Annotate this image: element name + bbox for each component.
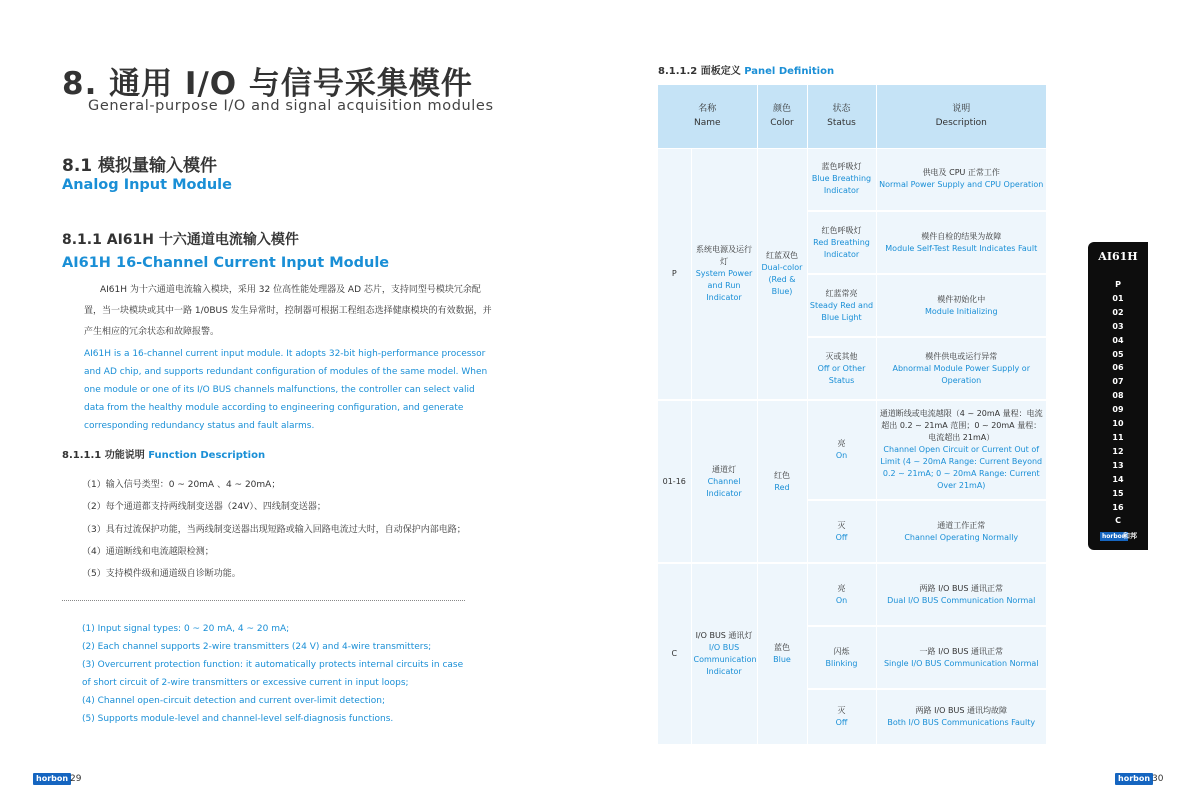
- side-tab-item: 05: [1112, 349, 1124, 359]
- description-cell: 模件自检的结果为故障 Module Self-Test Result Indicates Fault: [876, 211, 1046, 274]
- side-tab-item: 06: [1112, 363, 1124, 373]
- description-cell: 通道工作正常 Channel Operating Normally: [876, 500, 1046, 563]
- side-tab-item: 09: [1112, 405, 1124, 415]
- side-tab-item: C: [1115, 516, 1121, 526]
- indicator-id-cell: 01-16: [658, 400, 691, 563]
- side-tab-brand: 和邦: [1123, 532, 1137, 540]
- description-cell: 供电及 CPU 正常工作 Normal Power Supply and CPU Operation: [876, 148, 1046, 211]
- description-cell: 模件供电或运行异常 Abnormal Module Power Supply or Operation: [876, 337, 1046, 400]
- table-row: [658, 400, 1046, 500]
- indicator-id-cell: C: [658, 563, 691, 745]
- header-status: [807, 85, 876, 148]
- side-tab-item: 14: [1112, 474, 1124, 484]
- side-tab-item: 03: [1112, 321, 1124, 331]
- side-tab-item: 11: [1112, 432, 1124, 442]
- side-tab-item: 13: [1112, 460, 1124, 470]
- indicator-id-cell: P: [658, 148, 691, 400]
- side-tab-item: P: [1115, 280, 1121, 289]
- chapter-subtitle: General-purpose I/O and signal acquisition modules: [88, 98, 494, 114]
- function-item-en: (4) Channel open-circuit detection and current over-limit detection;: [82, 696, 386, 706]
- status-cell: 红色呼吸灯 Red Breathing Indicator: [807, 211, 876, 274]
- page-number-right: 30: [1152, 774, 1164, 784]
- function-description-heading-en: Function Description: [148, 450, 266, 461]
- function-item-en: (3) Overcurrent protection function: it automatically protects internal circuits in case of short circuit of 2-wire transmitters or excessive current in input loops;: [82, 660, 464, 688]
- function-item-cn: （1）输入信号类型：0 ~ 20mA 、4 ~ 20mA；: [82, 480, 281, 490]
- page-number-left: 29: [70, 774, 82, 784]
- side-tab-indicator-list: [1088, 278, 1148, 528]
- indicator-name-cell: 通道灯 Channel Indicator: [691, 400, 757, 563]
- panel-definition-table: [658, 85, 1046, 746]
- header-description-en: Description: [935, 118, 987, 129]
- side-tab-item: 12: [1112, 446, 1124, 456]
- function-item-cn: （3）具有过流保护功能，当两线制变送器出现短路或输入回路电流过大时，自动保护内部电路；: [82, 524, 466, 535]
- footer-logo-right: horbon: [1115, 773, 1153, 785]
- status-cell: 灭或其他 Off or Other Status: [807, 337, 876, 400]
- indicator-name-cell: 系统电源及运行灯 System Power and Run Indicator: [691, 148, 757, 400]
- function-item-cn: （2）每个通道都支持两线制变送器（24V）、四线制变送器；: [82, 502, 326, 513]
- status-cell: 亮 On: [807, 563, 876, 626]
- side-tab-item: 16: [1112, 502, 1124, 512]
- function-item-cn: （4）通道断线和电流越限检测；: [82, 546, 214, 557]
- subsection-title-en: AI61H 16-Channel Current Input Module: [62, 255, 390, 271]
- function-item-cn: （5）支持模件级和通道级自诊断功能。: [82, 569, 241, 580]
- function-item-en: (5) Supports module-level and channel-level self-diagnosis functions.: [82, 714, 394, 724]
- indicator-color-cell: 红蓝双色 Dual-color (Red & Blue): [757, 148, 807, 400]
- description-cell: 两路 I/O BUS 通讯均故障 Both I/O BUS Communications Faulty: [876, 689, 1046, 745]
- function-item-en: (2) Each channel supports 2-wire transmitters (24 V) and 4-wire transmitters;: [82, 642, 432, 652]
- intro-paragraph-en: AI61H is a 16-channel current input module. It adopts 32-bit high-performance processor and AD chip, and supports redundant configuration of modules of the same model. When one module or one of its I/O BUS channels malfunctions, the controller can select valid data from the healthy module according to engineering configuration, and generate corresponding redundancy status and fault alarms.: [84, 349, 488, 431]
- side-tab-logo: horbon: [1102, 533, 1127, 540]
- header-color: [757, 85, 807, 148]
- side-tab-item: 07: [1112, 377, 1124, 387]
- status-cell: 闪烁 Blinking: [807, 626, 876, 689]
- footer-logo-left: horbon: [33, 773, 71, 785]
- table-caption-en: Panel Definition: [744, 66, 835, 77]
- indicator-name-cell: I/O BUS 通讯灯 I/O BUS Communication Indicator: [691, 563, 757, 745]
- header-status-en: Status: [827, 118, 856, 129]
- table-header-row: [658, 85, 1046, 148]
- header-name: [658, 85, 757, 148]
- header-color-cn: 颜色: [772, 104, 791, 115]
- side-tab-item: 01: [1112, 293, 1124, 303]
- status-cell: 灭 Off: [807, 689, 876, 745]
- indicator-color-cell: 蓝色 Blue: [757, 563, 807, 745]
- side-tab-item: 08: [1112, 391, 1124, 401]
- header-status-cn: 状态: [832, 104, 851, 115]
- header-color-en: Color: [770, 118, 794, 129]
- function-item-en: (1) Input signal types: 0 ~ 20 mA, 4 ~ 20 mA;: [82, 624, 290, 634]
- dotted-divider: [62, 600, 465, 601]
- status-cell: 灭 Off: [807, 500, 876, 563]
- status-cell: 蓝色呼吸灯 Blue Breathing Indicator: [807, 148, 876, 211]
- side-tab-item: 02: [1112, 307, 1124, 317]
- function-description-heading-cn: 8.1.1.1 功能说明: [62, 450, 145, 461]
- chapter-title: 8. 通用 I/O 与信号采集模件: [62, 66, 473, 102]
- side-tab-title: AI61H: [1098, 250, 1138, 263]
- description-cell: 一路 I/O BUS 通讯正常 Single I/O BUS Communication Normal: [876, 626, 1046, 689]
- header-description-cn: 说明: [952, 104, 971, 115]
- subsection-title-cn: 8.1.1 AI61H 十六通道电流输入模件: [62, 232, 299, 248]
- side-tab-item: 04: [1112, 335, 1124, 345]
- intro-paragraph-cn: AI61H 为十六通道电流输入模块，采用 32 位高性能处理器及 AD 芯片，支持同型号模块冗余配置，当一块模块或其中一路 1/0BUS 发生异常时，控制器可根据工程组态选择健康模块的有效数据，并产生相应的冗余状态和故障报警。: [84, 285, 492, 337]
- header-description: [876, 85, 1046, 148]
- table-row: [658, 148, 1046, 211]
- table-row: [658, 563, 1046, 626]
- side-tab-item: 10: [1112, 419, 1124, 429]
- header-name-cn: 名称: [698, 104, 717, 115]
- table-caption: [658, 62, 834, 77]
- header-name-en: Name: [693, 118, 721, 129]
- table-caption-cn: 8.1.1.2 面板定义: [658, 66, 741, 77]
- module-side-tab: [1088, 242, 1148, 550]
- description-cell: 通道断线或电流越限（4 ~ 20mA 量程：电流超出 0.2 ~ 21mA 范围；0 ~ 20mA 量程：电流超出 21mA） Channel Open Circuit or Current Out of Limit (4 ~ 20mA Range: Current Beyond 0.2 ~ 21mA; 0 ~ 20mA Range: Current Over 21mA): [876, 400, 1046, 500]
- section-title-en: Analog Input Module: [62, 177, 232, 193]
- function-description-heading: [62, 446, 265, 461]
- section-title-cn: 8.1 模拟量输入模件: [62, 156, 218, 176]
- function-list-en: [82, 620, 472, 728]
- description-cell: 模件初始化中 Module Initializing: [876, 274, 1046, 337]
- indicator-color-cell: 红色 Red: [757, 400, 807, 563]
- status-cell: 亮 On: [807, 400, 876, 500]
- side-tab-item: 15: [1112, 488, 1124, 498]
- function-list-cn: [82, 474, 466, 585]
- description-cell: 两路 I/O BUS 通讯正常 Dual I/O BUS Communication Normal: [876, 563, 1046, 626]
- status-cell: 红蓝常亮 Steady Red and Blue Light: [807, 274, 876, 337]
